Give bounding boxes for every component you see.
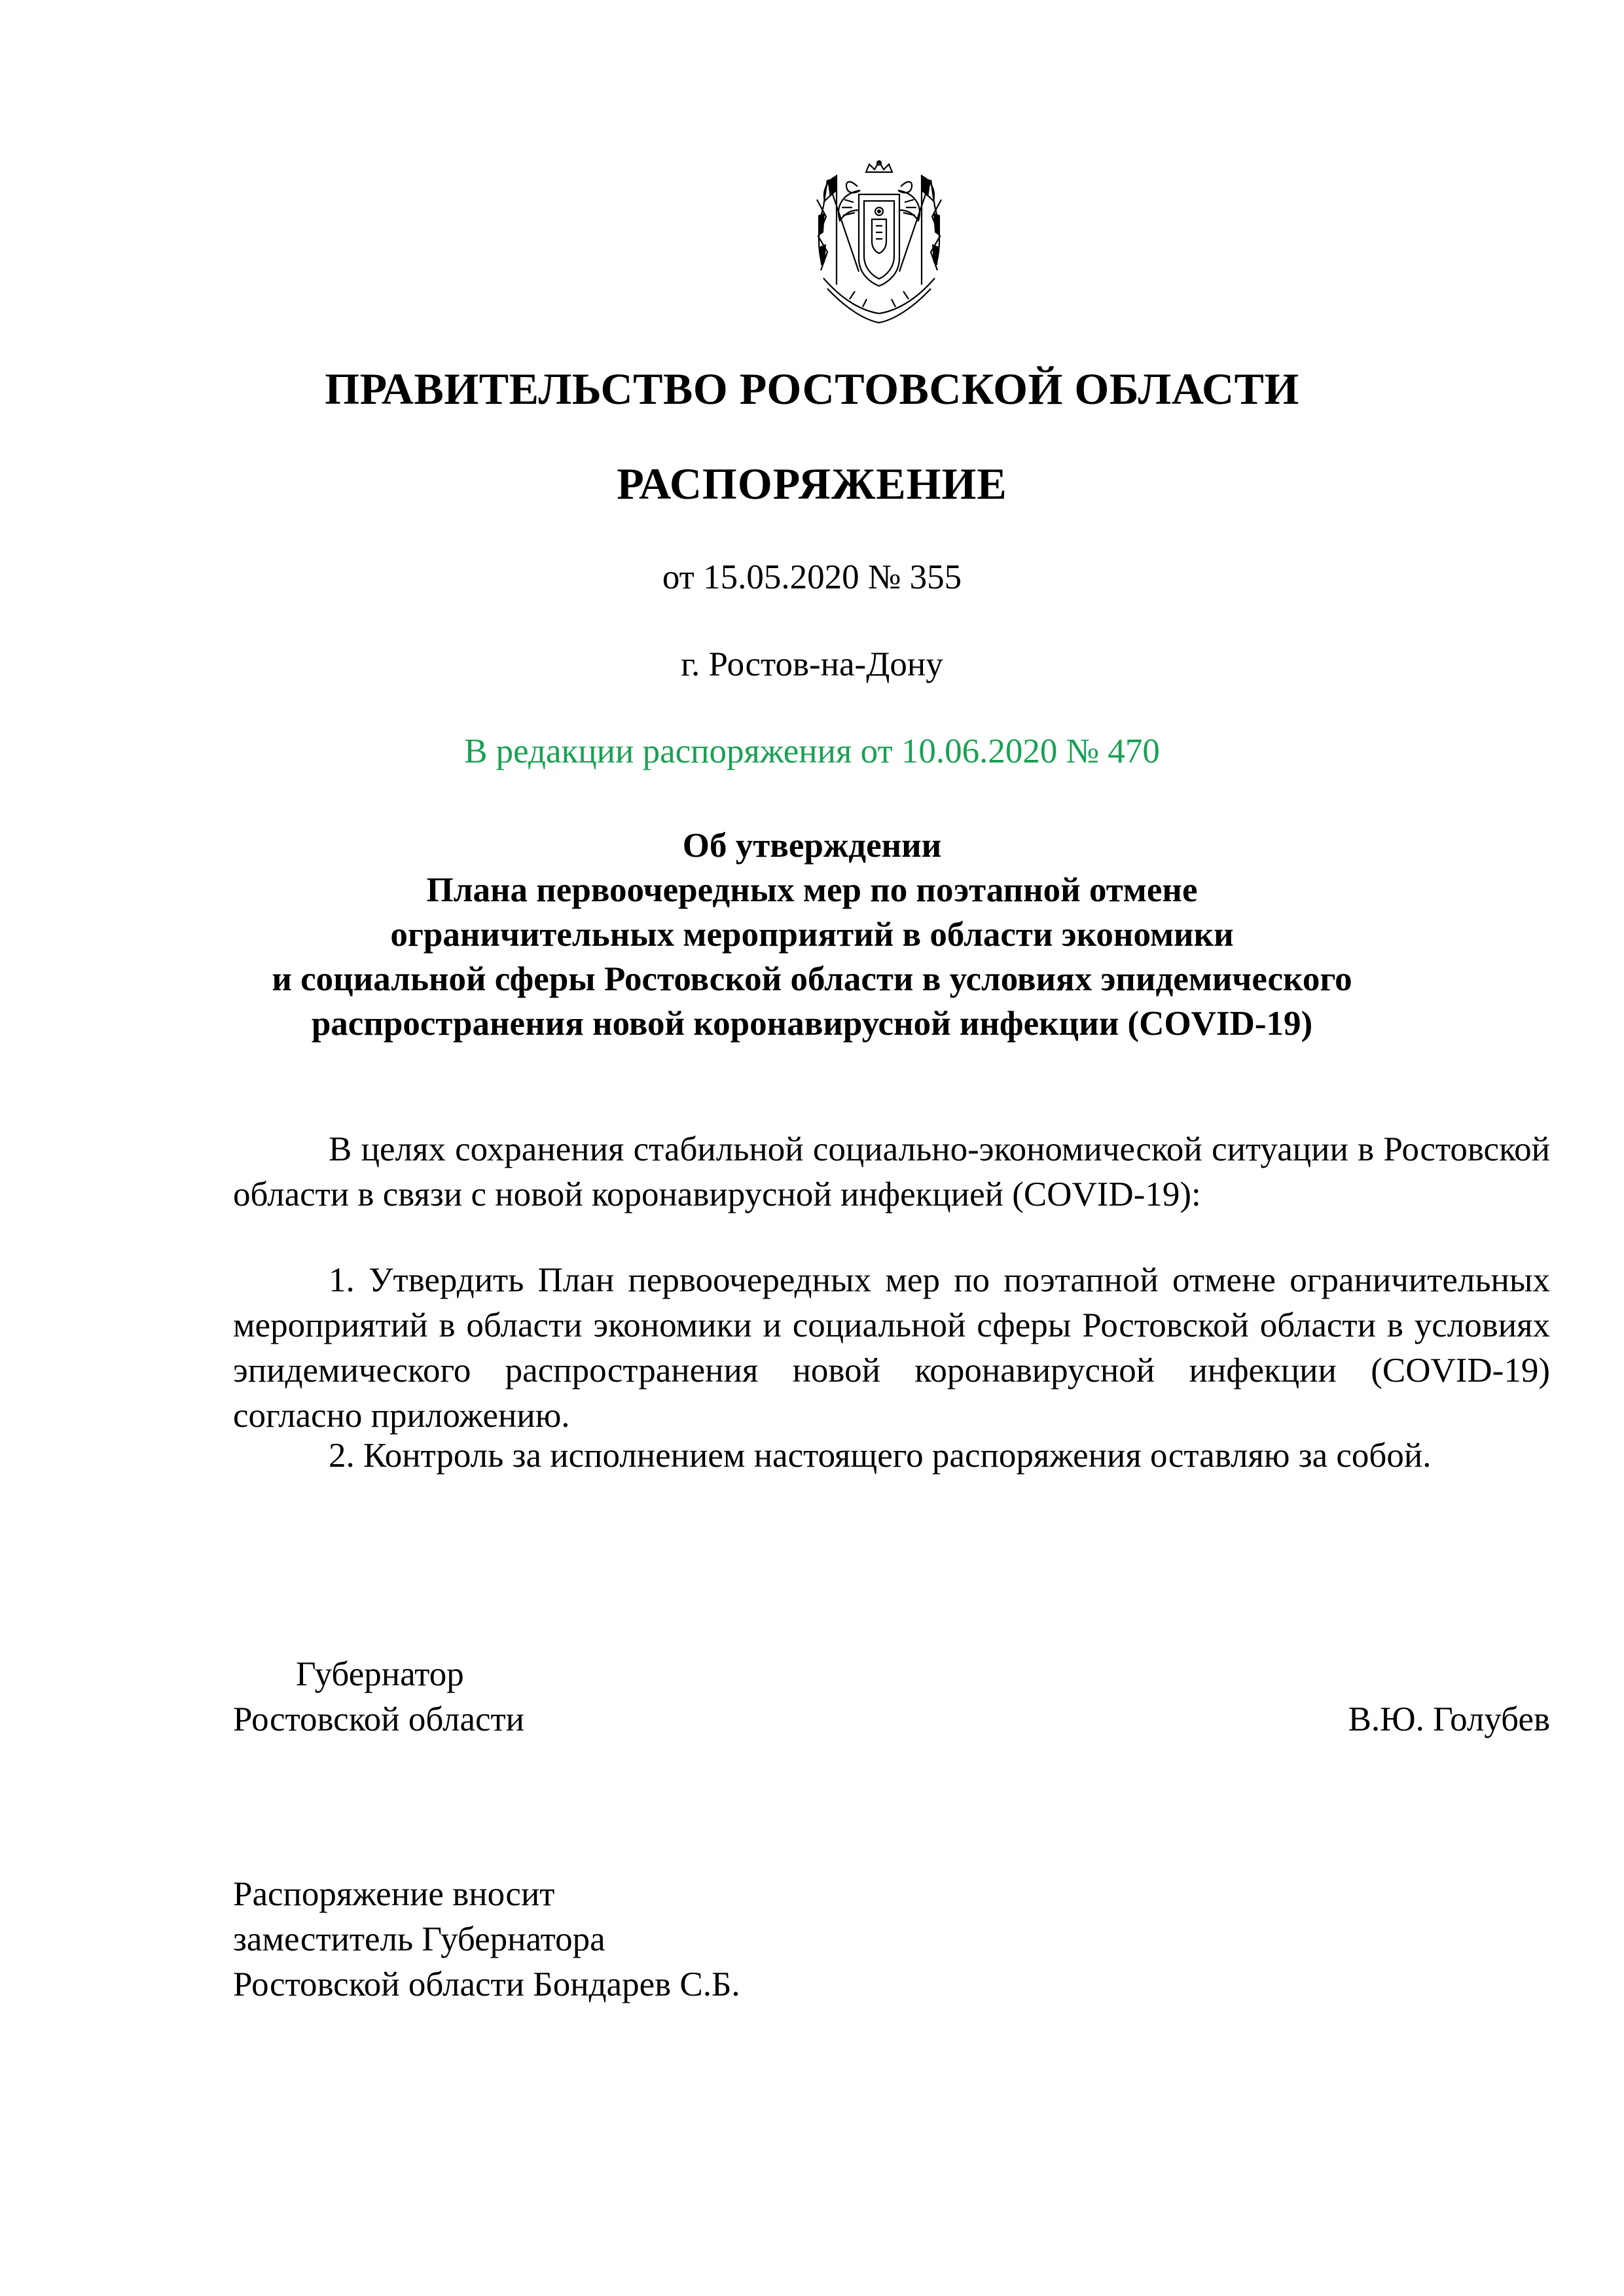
submitted-by-line: заместитель Губернатора xyxy=(233,1920,605,1958)
signatory-position-line-2: Ростовской области xyxy=(233,1700,525,1738)
organization-title: ПРАВИТЕЛЬСТВО РОСТОВСКОЙ ОБЛАСТИ xyxy=(325,364,1299,414)
document-city: г. Ростов-на-Дону xyxy=(681,645,943,683)
intro-paragraph: В целях сохранения стабильной социально-экономической ситуации в Ростовской области в связи с новой коронавирусной инфекцией (COVID-19): xyxy=(233,1130,1550,1213)
item-1-paragraph: 1. Утвердить План первоочередных мер по поэтапной отмене ограничительных мероприятий в области экономики и социальной сферы Ростовской области в условиях эпидемического распространения новой коронавирусной инфекции (COVID-19) согласно приложению. xyxy=(233,1261,1550,1435)
signatory-position-line-1: Губернатор xyxy=(296,1655,464,1693)
subject-line: Плана первоочередных мер по поэтапной отмене xyxy=(426,871,1198,909)
document-date-number: от 15.05.2020 № 355 xyxy=(662,558,962,596)
submitted-by-block xyxy=(233,1872,740,2007)
signatory-name: В.Ю. Голубев xyxy=(1348,1700,1550,1738)
submitted-by-line: Распоряжение вносит xyxy=(233,1875,555,1913)
document-subject xyxy=(0,823,1624,1046)
submitted-by-line: Ростовской области Бондарев С.Б. xyxy=(233,1965,740,2003)
revision-note: В редакции распоряжения от 10.06.2020 № 470 xyxy=(464,732,1160,770)
subject-line: распространения новой коронавирусной инфекции (COVID-19) xyxy=(311,1005,1313,1043)
subject-line: Об утверждении xyxy=(682,827,942,865)
subject-line: ограничительных мероприятий в области экономики xyxy=(390,916,1234,954)
subject-line: и социальной сферы Ростовской области в условиях эпидемического xyxy=(272,960,1352,998)
coat-of-arms-icon xyxy=(804,160,954,327)
item-2-paragraph: 2. Контроль за исполнением настоящего распоряжения оставляю за собой. xyxy=(329,1437,1432,1475)
document-type: РАСПОРЯЖЕНИЕ xyxy=(617,459,1007,509)
